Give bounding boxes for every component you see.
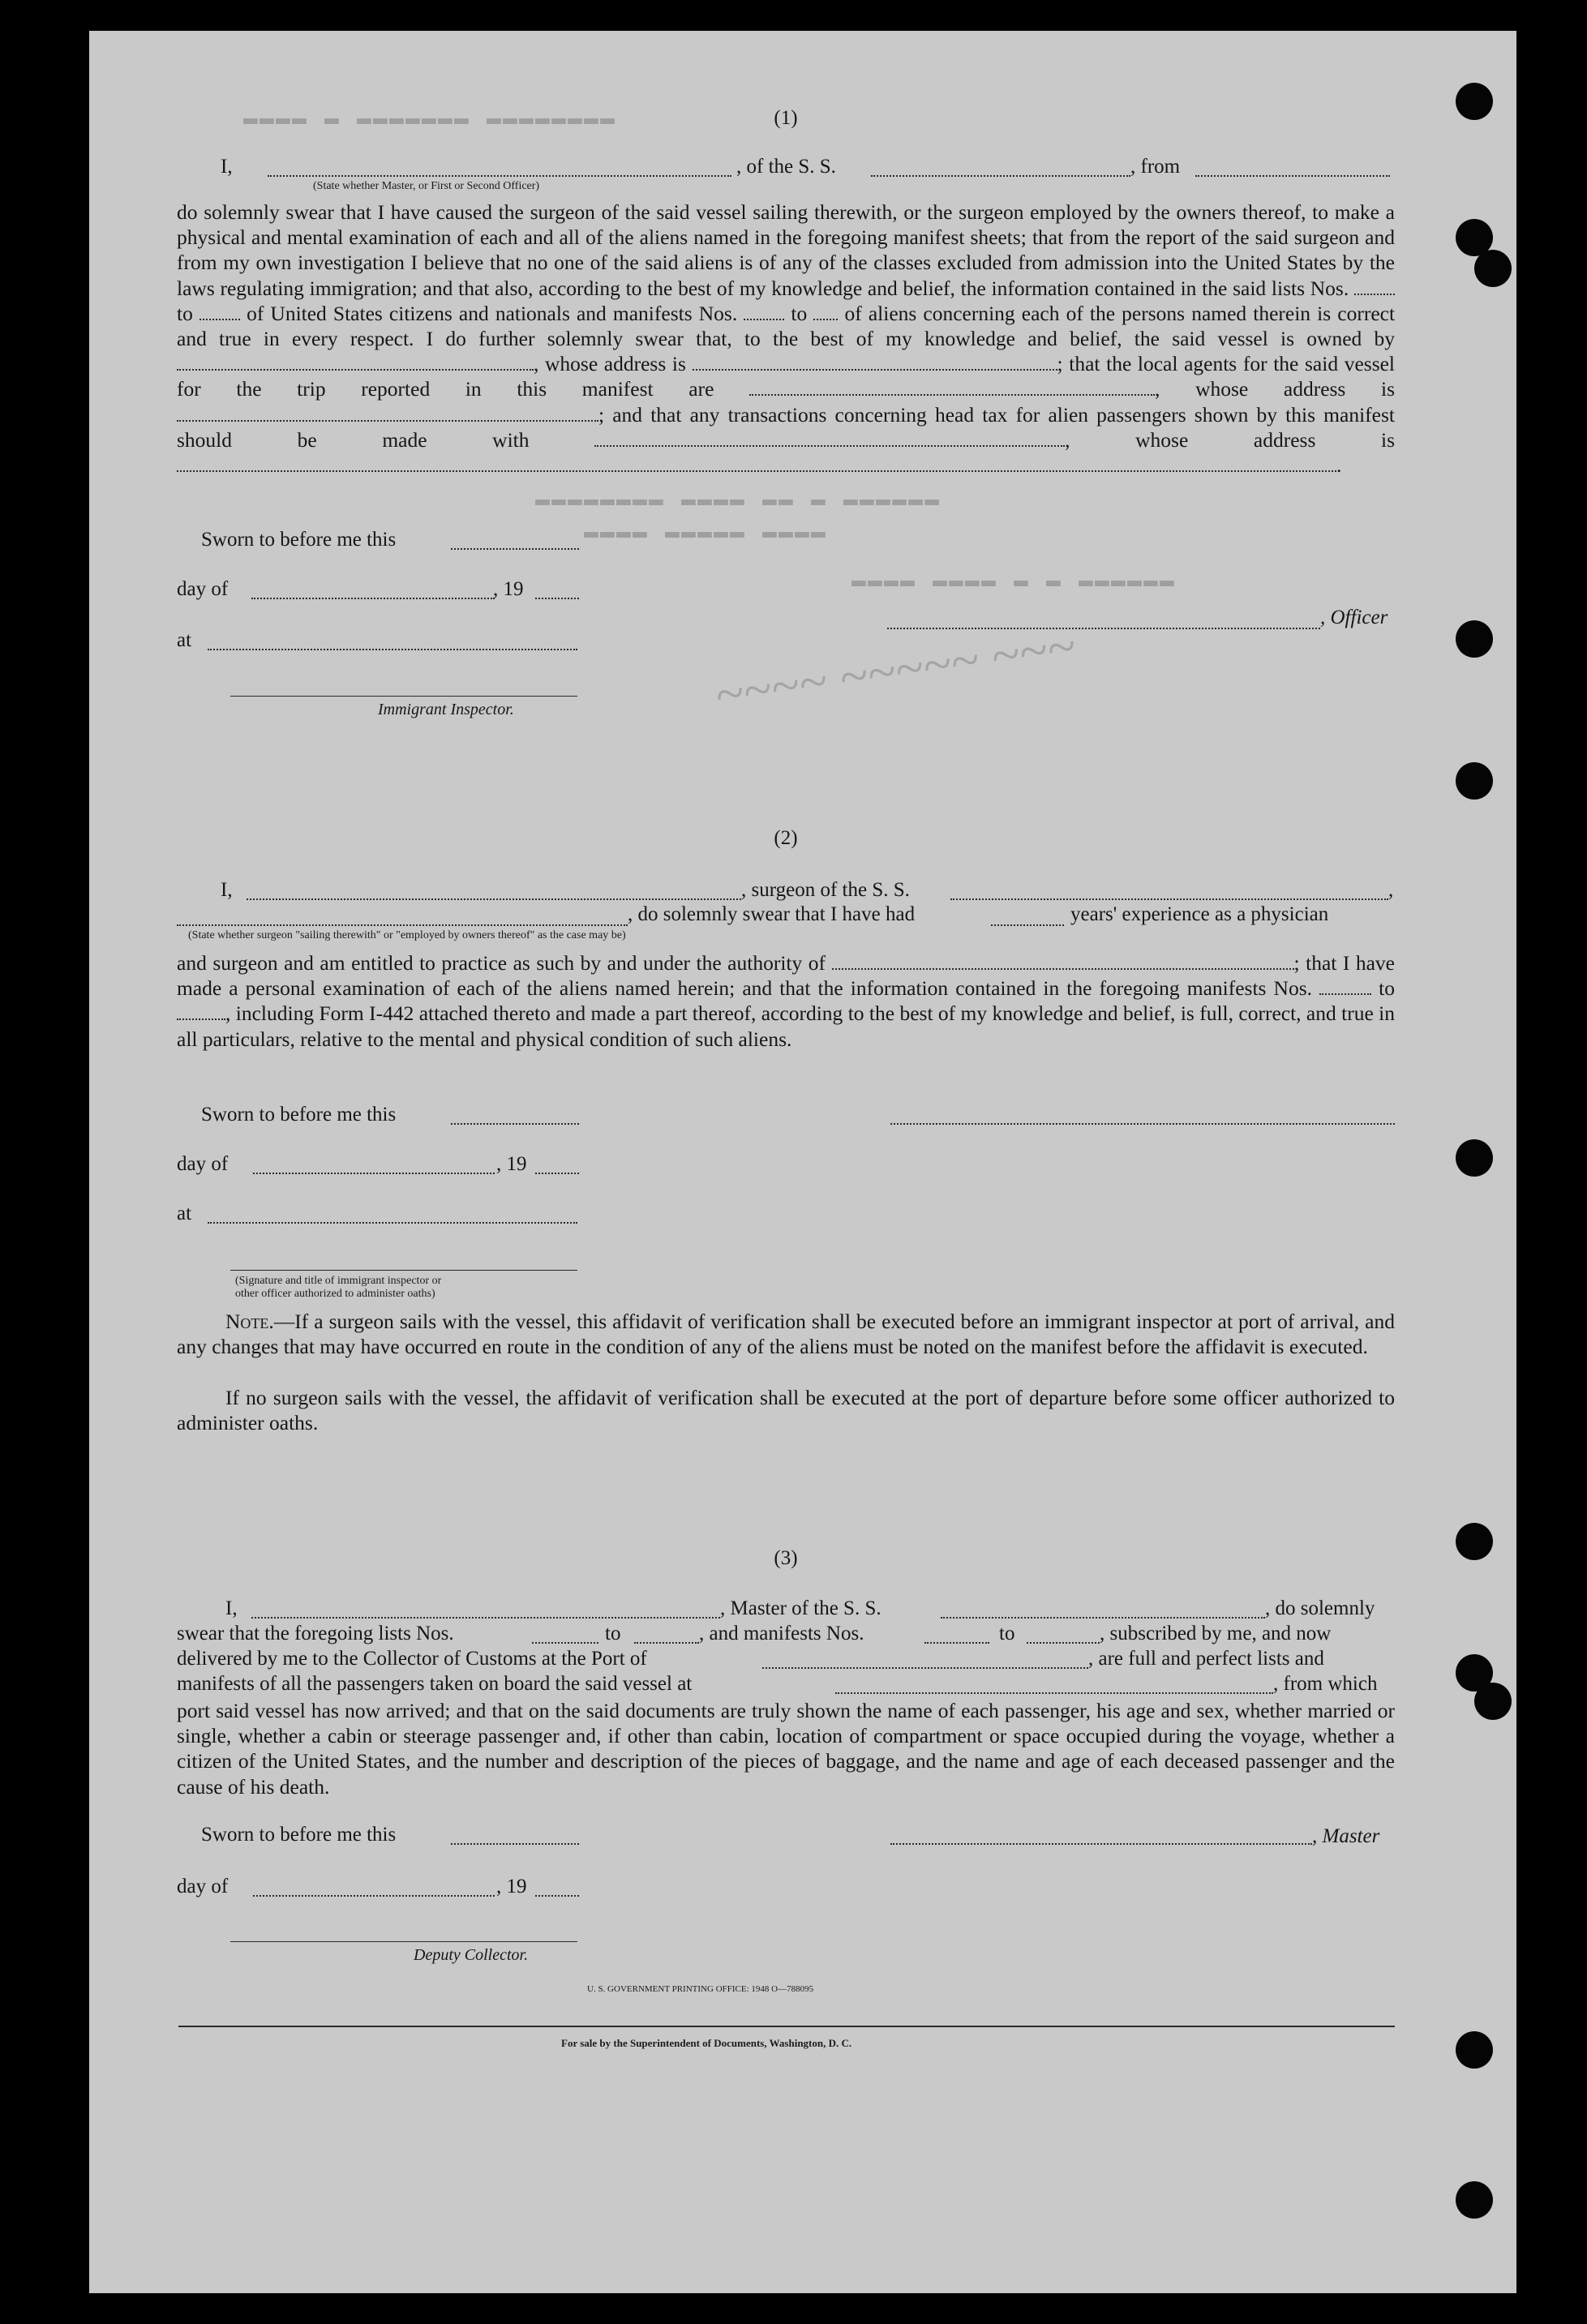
s1-paragraph: do solemnly swear that I have caused the surgeon of the said vessel sailing therewith, or the surgeon employed by the owners thereof, to make a physical and mental examination of each and all of the aliens named in the foregoing manifest sheets; that from the report of the said surgeon and from my own investigation I believe that no one of the said aliens is of any of the classes excluded from admission into the United States by the laws regulating immigration; and that also, according to the best of my knowledge and belief, the information contained in the said lists Nos. to of United States citizens and nationals and manifests Nos. to of aliens concerning each of the persons named therein is correct and true in every respect. I do further solemnly swear that, to the best of my knowledge and belief, the said vessel is owned by , whose address is ; that the local agents for the said vessel for the trip reported in this manifest are , whose address is ; and that any transactions concerning head tax for alien passengers shown by this manifest should be made with , whose address is . bbox=[177, 200, 1396, 478]
s2-surgeon-note: (State whether surgeon "sailing therewith" or "employed by owners thereof" as the case may be) bbox=[188, 929, 626, 941]
s2-authority-blank bbox=[832, 954, 1294, 970]
s2-p2-text: that I have made a personal examination of each of the aliens named herein; and that the information contained in the foregoing manifests Nos. bbox=[177, 951, 1395, 1001]
s3-year-line bbox=[535, 1895, 579, 1897]
s2-manifest-to-blank bbox=[177, 1004, 225, 1020]
s1-lists-to-blank bbox=[199, 304, 240, 320]
s3-line2-to1: to bbox=[605, 1623, 621, 1644]
s3-boarded-at-line bbox=[835, 1692, 1273, 1694]
s2-dayof-label: day of bbox=[177, 1153, 229, 1175]
s1-agents-blank bbox=[749, 379, 1155, 396]
s1-year-line bbox=[535, 598, 579, 599]
punch-hole bbox=[1456, 2031, 1493, 2069]
s2-p2-to: to bbox=[1379, 976, 1396, 1001]
bleed-through-handwriting: ~~~~ ~~~~~ ~~~ bbox=[711, 616, 1079, 724]
s1-ship-name-line bbox=[871, 175, 1130, 177]
s1-headtax-address-blank bbox=[177, 456, 1336, 472]
punch-hole bbox=[1456, 83, 1493, 120]
punch-hole bbox=[1456, 1523, 1493, 1560]
s3-master-label: , Master bbox=[1312, 1825, 1380, 1847]
s2-signature-line bbox=[890, 1123, 1395, 1125]
s3-year-label: , 19 bbox=[496, 1876, 527, 1897]
s1-manifest-from-blank bbox=[744, 304, 784, 320]
s1-master-name-line bbox=[268, 175, 731, 177]
s2-line1-i: I, bbox=[221, 879, 233, 901]
s1-p1-text: do solemnly swear that I have caused the surgeon of the said vessel sailing therewith, or the surgeon employed by the owners thereof, to make a physical and mental examination of each and all of the aliens named in the foregoing manifest sheets; that from the report of the said surgeon and from my own investigation I believe that no one of the said aliens is of any of the classes excluded from admission into the United States by the laws regulating immigration; and that also, according to the best of my knowledge and belief, the information contained in the said lists Nos. bbox=[177, 200, 1395, 300]
s2-line1-comma: , bbox=[1388, 879, 1394, 901]
punch-hole bbox=[1474, 1683, 1512, 1720]
s1-line1-i: I, bbox=[221, 156, 233, 178]
s2-status-line bbox=[177, 924, 628, 926]
s3-line4-from-which: , from which bbox=[1273, 1673, 1378, 1695]
s1-p2d-text: , whose address is bbox=[534, 352, 686, 376]
s1-owner-blank bbox=[177, 354, 534, 371]
s3-paragraph: port said vessel has now arrived; and that on the said documents are truly shown the name of each passenger, his age and sex, whether married or single, whether a cabin or steerage passenger and, if other than cabin, location of compartment or space occupied during the voyage, whether a citizen of the United States, and the number and description of the pieces of baggage, and the name and age of each deceased passenger and the cause of his death. bbox=[177, 1699, 1395, 1799]
s1-dayof-label: day of bbox=[177, 578, 229, 600]
s1-p3d-text: , whose address is bbox=[1065, 427, 1396, 452]
s1-line1-ship-label: , of the S. S. bbox=[736, 156, 836, 178]
s3-line2-manifests: , and manifests Nos. bbox=[699, 1623, 864, 1644]
s1-p1-to: to bbox=[177, 301, 193, 325]
s2-p2-rest: , including Form I-442 attached thereto and made a part thereof, according to the best of my knowledge and belief, is full, correct, and true in all particulars, relative to the mental and physical condition of such aliens. bbox=[177, 1001, 1395, 1051]
s2-note-text: —If a surgeon sails with the vessel, this affidavit of verification shall be executed before an immigrant inspector at port of arrival, and any changes that may have occurred en route in the condition of any of the aliens must be noted on the manifest before the affidavit is executed. bbox=[177, 1310, 1395, 1359]
punch-hole bbox=[1456, 1139, 1493, 1177]
s3-line1-ship-label: , Master of the S. S. bbox=[720, 1597, 881, 1619]
s3-lists-to-line bbox=[634, 1642, 699, 1644]
s1-p3a-text: that the local agents for the said vessel for the trip reported in this manifest are bbox=[177, 352, 1396, 401]
s2-paragraph: and surgeon and am entitled to practice as such by and under the authority of ; that I have made a personal examination of each of the aliens named herein; and that the information contained in the foregoing manifests Nos. to , including Form I-442 attached thereto and made a part thereof, according to the best of my knowledge and belief, is full, correct, and true in all particulars, relative to the mental and physical condition of such aliens. bbox=[177, 951, 1396, 1051]
s3-manifest-from-line bbox=[924, 1642, 989, 1644]
s1-at-label: at bbox=[177, 629, 192, 651]
s2-day-line bbox=[253, 1173, 495, 1174]
s3-master-name-line bbox=[251, 1617, 720, 1619]
s3-line1-solemnly: , do solemnly bbox=[1265, 1597, 1375, 1619]
gpo-imprint: U. S. GOVERNMENT PRINTING OFFICE: 1948 O—788095 bbox=[587, 1984, 814, 1994]
s2-note-paragraph bbox=[177, 1309, 1395, 1359]
punch-hole bbox=[1456, 620, 1493, 658]
s1-manifest-to-blank bbox=[813, 304, 838, 320]
s2-manifest-from-blank bbox=[1319, 979, 1371, 995]
s2-years-line bbox=[991, 924, 1064, 926]
s1-p3c-text: ; and that any transactions concerning head tax for alien passengers shown by this manifest should be made with bbox=[177, 402, 1395, 452]
s3-day-line bbox=[253, 1895, 495, 1897]
s2-line2-swear: , do solemnly swear that I have had bbox=[628, 903, 916, 925]
s2-sworn-label: Sworn to before me this bbox=[201, 1104, 397, 1126]
s1-owner-address-blank bbox=[693, 354, 1057, 371]
s2-surgeon-name-line bbox=[247, 898, 741, 900]
s3-port-line bbox=[762, 1667, 1088, 1669]
s1-sworn-label: Sworn to before me this bbox=[201, 529, 397, 551]
s2-line1-ship-label: , surgeon of the S. S. bbox=[741, 879, 910, 901]
s2-at-line bbox=[208, 1222, 577, 1224]
bleed-through-typing: ▬▬▬▬ ▬▬▬▬ ▬ ▬ ▬▬▬▬▬▬ bbox=[851, 568, 1177, 595]
bleed-through-typing: ▬▬▬▬ ▬ ▬▬▬▬▬▬▬ ▬▬▬▬▬▬▬▬ bbox=[243, 105, 617, 133]
s2-sig-note-2: other officer authorized to administer oaths) bbox=[235, 1288, 435, 1300]
s1-p3b-text: whose address is bbox=[1195, 377, 1396, 401]
s1-p2a-text: of United States citizens and nationals and manifests Nos. bbox=[247, 301, 738, 325]
s3-manifest-to-line bbox=[1027, 1642, 1100, 1644]
s1-line1-from-label: , from bbox=[1130, 156, 1181, 178]
punch-hole bbox=[1474, 250, 1512, 287]
s2-note-label: Note. bbox=[225, 1310, 274, 1333]
section-2-number: (2) bbox=[774, 827, 798, 849]
s3-sworn-label: Sworn to before me this bbox=[201, 1824, 397, 1846]
s3-ship-name-line bbox=[941, 1617, 1265, 1619]
s1-p2c-text: of aliens concerning each of the persons named therein is correct and true in every respect. I do further solemnly swear that, to the best of my knowledge and belief, the said vessel is owned by bbox=[177, 301, 1396, 351]
s2-at-label: at bbox=[177, 1203, 192, 1224]
s3-line2-lists: swear that the foregoing lists Nos. bbox=[177, 1623, 454, 1644]
section-1-number: (1) bbox=[774, 107, 798, 129]
s3-line1-i: I, bbox=[225, 1597, 238, 1619]
s1-year-label: , 19 bbox=[493, 578, 524, 600]
section-3-number: (3) bbox=[774, 1547, 798, 1569]
s1-sworn-line bbox=[451, 548, 579, 550]
s3-line3-perfect: , are full and perfect lists and bbox=[1088, 1648, 1324, 1670]
s2-sworn-line bbox=[451, 1123, 579, 1125]
bleed-through-typing: ▬▬▬▬ ▬▬▬▬▬ ▬▬▬▬ bbox=[584, 519, 828, 547]
s1-day-line bbox=[251, 598, 495, 599]
s1-p2b-text: to bbox=[791, 301, 808, 325]
s2-year-line bbox=[535, 1173, 579, 1174]
s1-officer-label: , Officer bbox=[1320, 607, 1388, 628]
s3-collector-line bbox=[230, 1941, 577, 1942]
punch-hole bbox=[1456, 2181, 1493, 2219]
s1-officer-note: (State whether Master, or First or Second Officer) bbox=[313, 180, 540, 192]
s1-lists-from-blank bbox=[1354, 279, 1395, 295]
s3-sworn-line bbox=[451, 1843, 579, 1845]
s1-agents-address-blank bbox=[177, 405, 598, 422]
sale-notice: For sale by the Superintendent of Documents, Washington, D. C. bbox=[561, 2037, 852, 2049]
s1-at-line bbox=[208, 649, 577, 650]
s3-line3-delivered: delivered by me to the Collector of Customs at the Port of bbox=[177, 1648, 647, 1670]
s2-note-text-2: If no surgeon sails with the vessel, the affidavit of verification shall be executed at the port of departure before some officer authorized to administer oaths. bbox=[177, 1386, 1395, 1435]
s1-headtax-blank bbox=[594, 431, 1065, 447]
s1-officer-line bbox=[887, 628, 1320, 629]
s1-inspector-line bbox=[230, 696, 577, 697]
punch-hole bbox=[1456, 762, 1493, 800]
s2-line2-years: years' experience as a physician bbox=[1070, 903, 1329, 925]
s1-from-line bbox=[1195, 175, 1390, 177]
s2-p1-text: and surgeon and am entitled to practice as such by and under the authority of bbox=[177, 951, 826, 975]
bleed-through-typing: ▬▬▬▬▬▬▬▬ ▬▬▬▬ ▬▬ ▬ ▬▬▬▬▬▬ bbox=[535, 487, 941, 514]
s3-line2-to2: to bbox=[999, 1623, 1015, 1644]
s3-lists-from-line bbox=[532, 1642, 598, 1644]
s2-year-label: , 19 bbox=[496, 1153, 527, 1175]
s2-sig-note-1: (Signature and title of immigrant inspector or bbox=[235, 1275, 442, 1287]
s2-inspector-line bbox=[230, 1270, 577, 1271]
s3-collector-label: Deputy Collector. bbox=[414, 1946, 529, 1964]
s2-note-paragraph-2 bbox=[177, 1385, 1395, 1435]
footer-rule bbox=[178, 2026, 1395, 2027]
s3-dayof-label: day of bbox=[177, 1876, 229, 1897]
s3-master-signature-line bbox=[890, 1843, 1312, 1845]
s3-line2-subscribed: , subscribed by me, and now bbox=[1100, 1623, 1332, 1644]
s3-line4-manifests: manifests of all the passengers taken on board the said vessel at bbox=[177, 1673, 693, 1695]
s2-ship-name-line bbox=[950, 898, 1388, 900]
s1-inspector-label: Immigrant Inspector. bbox=[378, 701, 514, 718]
